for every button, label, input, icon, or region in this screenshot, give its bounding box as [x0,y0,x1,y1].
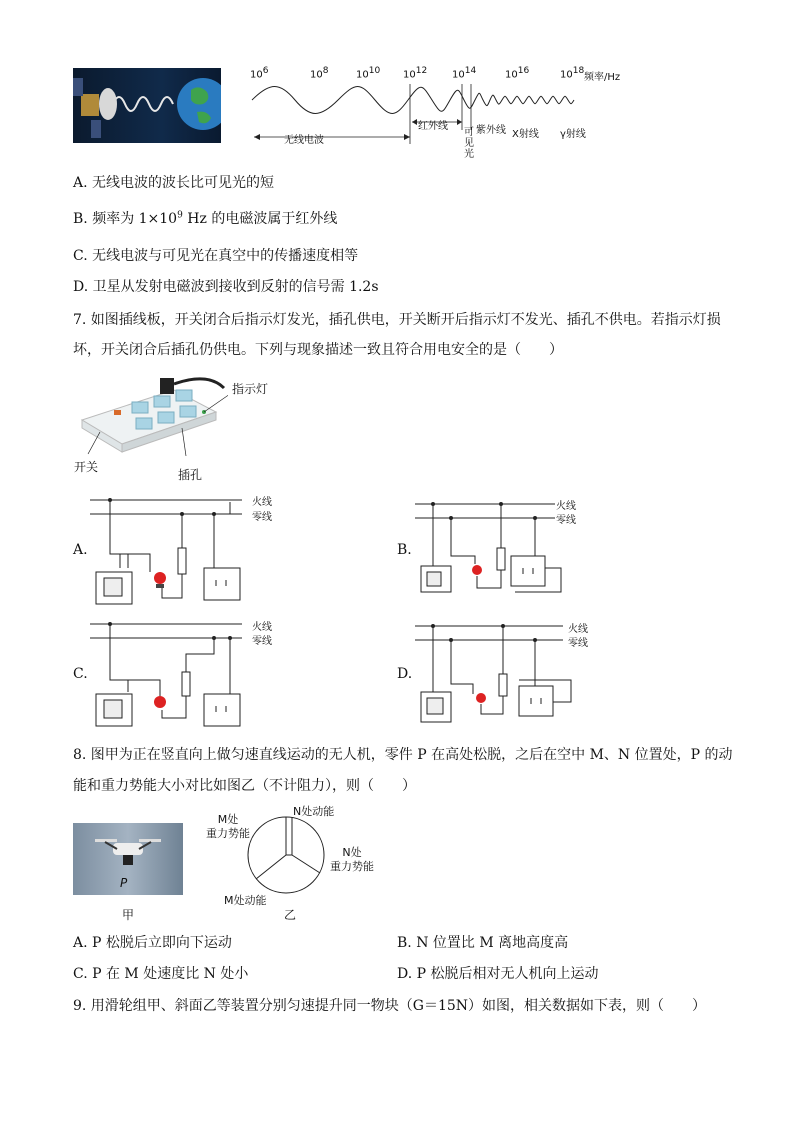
gamma-ray-label: γ射线 [560,129,586,140]
q8-option-c: C. P 在 M 处速度比 N 处小 [73,966,249,982]
q7-stem-line2: 坏，开关闭合后插孔仍供电。下列与现象描述一致且符合用电安全的是（ ） [73,342,563,358]
circuit-c-neutral-label: 零线 [252,636,272,647]
drone-photo [73,823,183,895]
circuit-a-live-label: 火线 [252,497,272,508]
pie-n-potential-label: N处 重力势能 [330,846,374,873]
radio-wave-label: 无线电波 [284,135,324,146]
option-d-label: D. [397,666,413,682]
pie-n-kinetic-label: N处动能 [293,805,335,818]
xray-label: X射线 [512,129,539,140]
frequency-unit-label: 频率/Hz [584,72,621,83]
q8-stem-line2: 能和重力势能大小对比如图乙（不计阻力），则（ ） [73,778,416,794]
ultraviolet-label: 紫外线 [476,125,506,136]
drone-part-p-label: P [120,876,128,890]
circuit-b-neutral-label: 零线 [556,515,576,526]
q6-option-b: B. 频率为 $1\times 10^9$ Hz 的电磁波属于红外线 [73,210,338,227]
switch-label: 开关 [74,460,99,474]
tick-1e14: 1014 [452,66,477,81]
q6-option-c: C. 无线电波与可见光在真空中的传播速度相等 [73,248,359,264]
circuit-d-neutral-label: 零线 [568,638,588,649]
energy-pie-chart [246,815,326,895]
pie-m-kinetic-label: M处动能 [224,894,267,907]
circuit-option-d [415,618,575,728]
q7-stem-line1: 7. 如图插线板，开关闭合后指示灯发光，插孔供电，开关断开后指示灯不发光、插孔不供电。若指示灯损 [73,312,721,328]
option-a-label: A. [73,542,88,558]
q8-option-b: B. N 位置比 M 离地高度高 [397,935,569,951]
visible-light-label: 可见光 [464,127,474,160]
socket-label: 插孔 [178,468,203,482]
figure-jia-caption: 甲 [122,908,135,922]
power-strip-image [78,372,228,462]
indicator-light-label: 指示灯 [232,382,269,396]
spectrum-wave [252,87,574,114]
circuit-a-neutral-label: 零线 [252,512,272,523]
tick-1e16: 1016 [505,66,530,81]
tick-1e12: 1012 [403,66,428,81]
option-b-label: B. [397,542,412,558]
q8-option-a: A. P 松脱后立即向下运动 [73,935,232,951]
circuit-c-live-label: 火线 [252,622,272,633]
tick-1e8: 108 [310,66,329,81]
tick-1e10: 1010 [356,66,381,81]
pie-m-potential-label: M处 重力势能 [206,813,250,840]
q6-option-d: D. 卫星从发射电磁波到接收到反射的信号需 1.2s [73,279,379,295]
q8-stem-line1: 8. 图甲为正在竖直向上做匀速直线运动的无人机，零件 P 在高处松脱，之后在空中 M、N 位置处，P 的动 [73,747,733,763]
circuit-d-live-label: 火线 [568,624,588,635]
tick-1e6: 106 [250,66,269,81]
option-c-label: C. [73,666,88,682]
q6-option-a: A. 无线电波的波长比可见光的短 [73,175,275,191]
q9-stem-line1: 9. 用滑轮组甲、斜面乙等装置分别匀速提升同一物块（G＝15N）如图，相关数据如下表，则（ ） [73,998,707,1014]
figure-yi-caption: 乙 [284,908,297,922]
tick-1e18: 1018 [560,66,585,81]
circuit-b-live-label: 火线 [556,501,576,512]
circuit-option-a [90,488,250,608]
infrared-label: 红外线 [418,121,448,132]
circuit-option-c [90,614,250,730]
satellite-earth-image [73,68,221,143]
circuit-option-b [415,496,565,600]
q8-option-d: D. P 松脱后相对无人机向上运动 [397,966,599,982]
